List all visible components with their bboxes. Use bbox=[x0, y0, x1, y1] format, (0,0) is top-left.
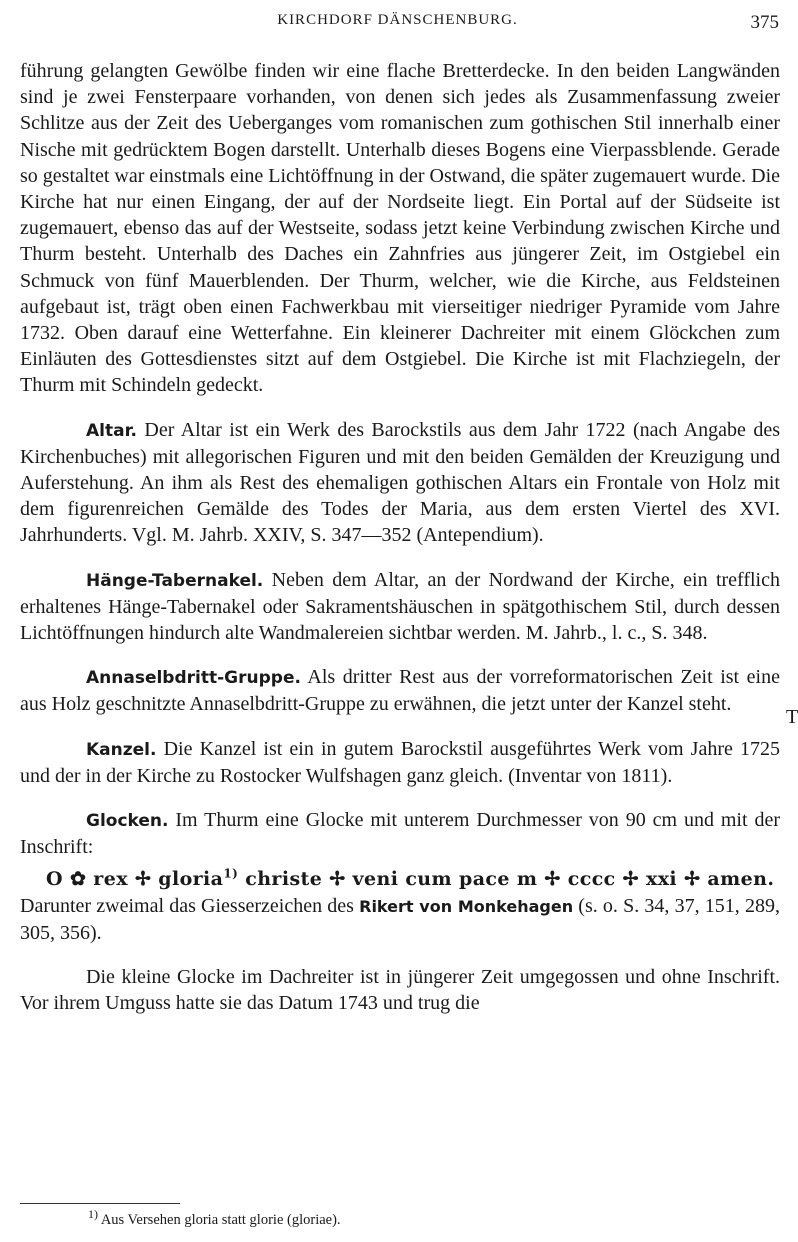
inscription-part-b: christe ✢ veni cum pace m ✢ cccc ✢ xxi ✢ amen. bbox=[238, 868, 775, 891]
kanzel-text: Die Kanzel ist ein in gutem Barockstil ausgeführtes Werk vom Jahre 1725 und der in der Kirche zu Rostocker Wulfshagen ganz gleich. (Inventar von 1811). bbox=[20, 737, 780, 787]
paragraph-kanzel bbox=[20, 736, 780, 789]
paragraph-glocken bbox=[20, 807, 780, 860]
paragraph-altar bbox=[20, 417, 780, 549]
annaselbdritt-text: Als dritter Rest aus der vorreformatorischen Zeit ist eine aus Holz geschnitzte Annaselbdritt-Gruppe zu erwähnen, die jetzt unter der Kanzel steht. bbox=[20, 666, 780, 716]
section-heading-altar: Altar. bbox=[86, 420, 137, 441]
founder-text-a: Darunter zweimal das Giesserzeichen des bbox=[20, 894, 360, 917]
footnote-marker: 1) bbox=[88, 1207, 98, 1222]
section-heading-annaselbdritt: Annaselbdritt-Gruppe. bbox=[86, 668, 301, 689]
founder-text-b: (s. o. S. 34, 37, 151, 289, 305, 356). bbox=[20, 894, 780, 944]
section-heading-tabernakel: Hänge-Tabernakel. bbox=[86, 570, 264, 591]
paragraph-annaselbdritt bbox=[20, 664, 780, 717]
founder-name: Rikert von Monkehagen bbox=[359, 896, 574, 916]
footnote-divider bbox=[20, 1203, 180, 1204]
page-number: 375 bbox=[750, 12, 779, 33]
tabernakel-text: Neben dem Altar, an der Nordwand der Kirche, ein trefflich erhaltenes Hänge-Tabernakel oder Sakramentshäuschen in spätgothischem Stil, durch dessen Lichtöffnungen hindurch alte Wandmalereien sichtbar werden. M. Jahrb., l. c., S. 348. bbox=[20, 568, 780, 645]
page-header bbox=[0, 12, 795, 36]
margin-mark: T bbox=[786, 706, 798, 728]
inscription-part-a: O ✿ rex ✢ gloria bbox=[46, 868, 224, 891]
altar-text: Der Altar ist ein Werk des Barockstils aus dem Jahr 1722 (nach Angabe des Kirchenbuches) mit allegorischen Figuren und mit den beiden Gemälden der Kreuzigung und Auferstehung. An ihm als Rest des ehemaligen gothischen Altars ein Frontale von Holz mit dem figurenreichen Gemälde des Todes der Maria, aus dem ersten Viertel des XVI. Jahrhunderts. Vgl. M. Jahrb. XXIV, S. 347—352 (Antependium). bbox=[20, 418, 780, 547]
paragraph-founder-mark bbox=[20, 893, 780, 946]
footnote-reference: 1) bbox=[223, 867, 239, 882]
paragraph-tabernakel bbox=[20, 567, 780, 647]
paragraph-small-bell: Die kleine Glocke im Dachreiter ist in jüngerer Zeit umgegossen und ohne Inschrift. Vor ihrem Umguss hatte sie das Datum 1743 und trug die bbox=[20, 966, 780, 1015]
section-heading-kanzel: Kanzel. bbox=[86, 739, 157, 760]
body-text bbox=[20, 58, 780, 1035]
section-heading-glocken: Glocken. bbox=[86, 811, 169, 832]
footnote bbox=[88, 1207, 341, 1229]
footnote-text: Aus Versehen gloria statt glorie (gloriae). bbox=[98, 1212, 341, 1228]
running-title: KIRCHDORF DÄNSCHENBURG. bbox=[277, 12, 518, 28]
paragraph-church-description: führung gelangten Gewölbe finden wir eine flache Bretterdecke. In den beiden Langwänden sind je zwei Fensterpaare vorhanden, von denen sich jedes als Zusammenfassung zweier Schlitze aus der Zeit des Ueberganges vom romanischen zum gothischen Stil innerhalb einer Nische mit gedrücktem Bogen darstellt. Unterhalb dieses Bogens eine Vierpassblende. Gerade so gestaltet war einstmals eine Lichtöffnung in der Ostwand, die später zugemauert wurde. Die Kirche hat nur einen Eingang, der auf der Nordseite liegt. Ein Portal auf der Südseite ist zugemauert, ebenso das auf der Westseite, sodass jetzt keine Verbindung zwischen Kirche und Thurm besteht. Unterhalb des Daches ein Zahnfries aus jüngerer Zeit, im Ostgiebel ein Schmuck von fünf Mauerblenden. Der Thurm, welcher, wie die Kirche, aus Feldsteinen aufgebaut ist, trägt oben einen Fachwerkbau mit vierseitiger niedriger Pyramide vom Jahre 1732. Oben darauf eine Wetterfahne. Ein kleinerer Dachreiter mit einem Glöckchen zum Einläuten des Gottesdienstes sitzt auf dem Ostgiebel. Die Kirche ist mit Flachziegeln, der Thurm mit Schindeln gedeckt. bbox=[20, 60, 780, 397]
glocken-text: Im Thurm eine Glocke mit unterem Durchmesser von 90 cm und mit der Inschrift: bbox=[20, 809, 780, 859]
bell-inscription bbox=[20, 866, 780, 892]
